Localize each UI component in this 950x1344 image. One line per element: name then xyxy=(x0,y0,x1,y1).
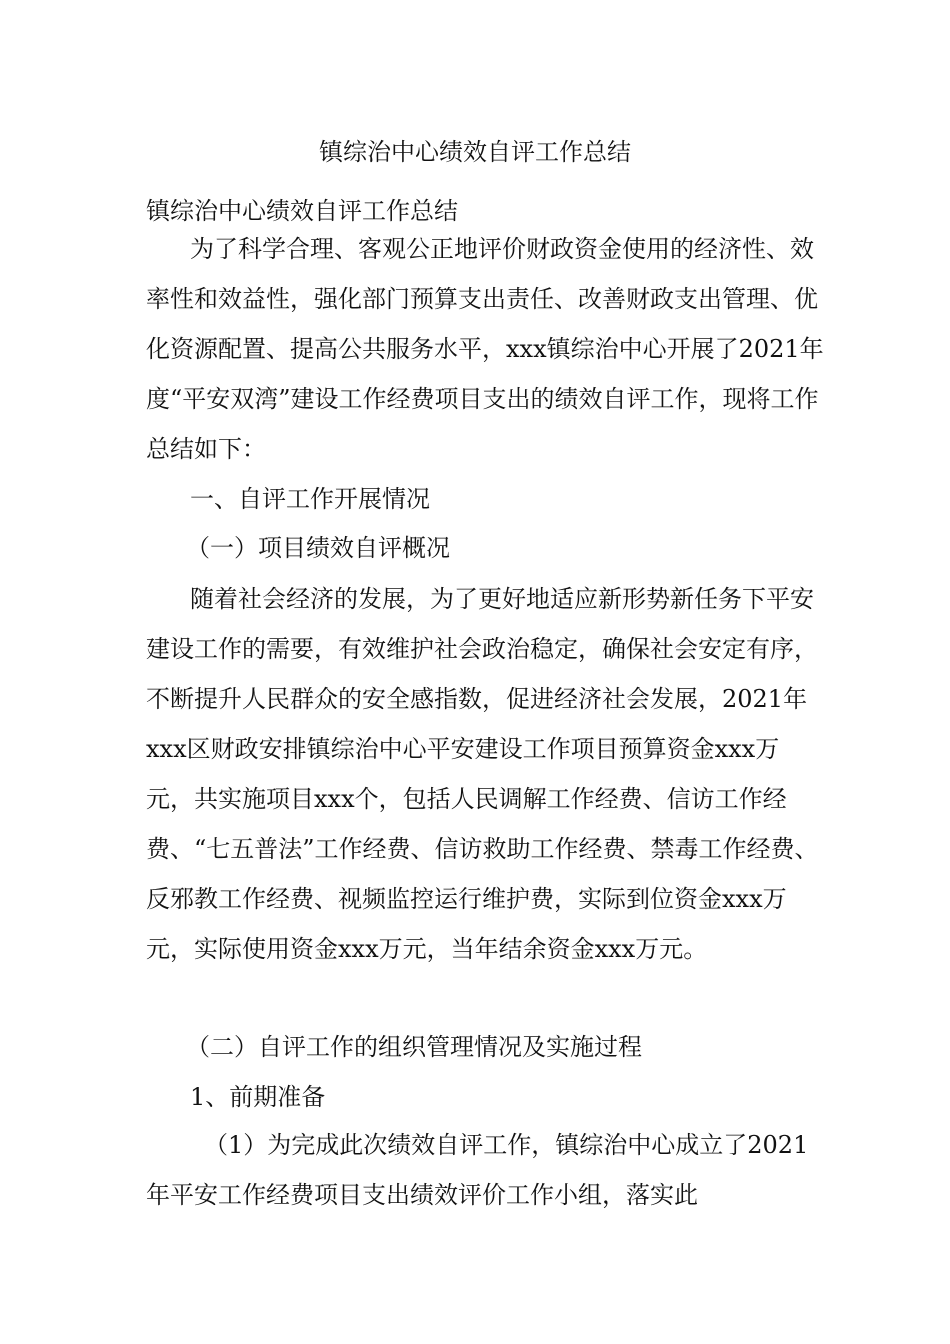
paragraph-overview: 随着社会经济的发展，为了更好地适应新形势新任务下平安建设工作的需要，有效维护社会政治稳定，确保社会安定有序，不断提升人民群众的安全感指数，促进经济社会发展，2021年xxx区财政安排镇综治中心平安建设工作项目预算资金xxx万元，共实施项目xxx个，包括人民调解工作经费、信访工作经费、“七五普法”工作经费、信访救助工作经费、禁毒工作经费、反邪教工作经费、视频监控运行维护费，实际到位资金xxx万元，实际使用资金xxx万元，当年结余资金xxx万元。 xyxy=(146,585,819,963)
subsection-heading-2: （二）自评工作的组织管理情况及实施过程 xyxy=(186,1033,642,1061)
item-heading-1: 1、前期准备 xyxy=(190,1083,326,1111)
section-heading-1: 一、自评工作开展情况 xyxy=(190,485,430,513)
document-subtitle: 镇综治中心绩效自评工作总结 xyxy=(146,197,458,225)
paragraph-intro: 为了科学合理、客观公正地评价财政资金使用的经济性、效率性和效益性，强化部门预算支出责任、改善财政支出管理、优化资源配置、提高公共服务水平，xxx镇综治中心开展了2021年度“平安双湾”建设工作经费项目支出的绩效自评工作，现将工作总结如下： xyxy=(146,235,824,463)
paragraph-item-1: （1）为完成此次绩效自评工作，镇综治中心成立了2021年平安工作经费项目支出绩效评价工作小组，落实此 xyxy=(146,1131,809,1209)
document-title: 镇综治中心绩效自评工作总结 xyxy=(319,138,631,166)
subsection-heading-1: （一）项目绩效自评概况 xyxy=(186,534,450,562)
